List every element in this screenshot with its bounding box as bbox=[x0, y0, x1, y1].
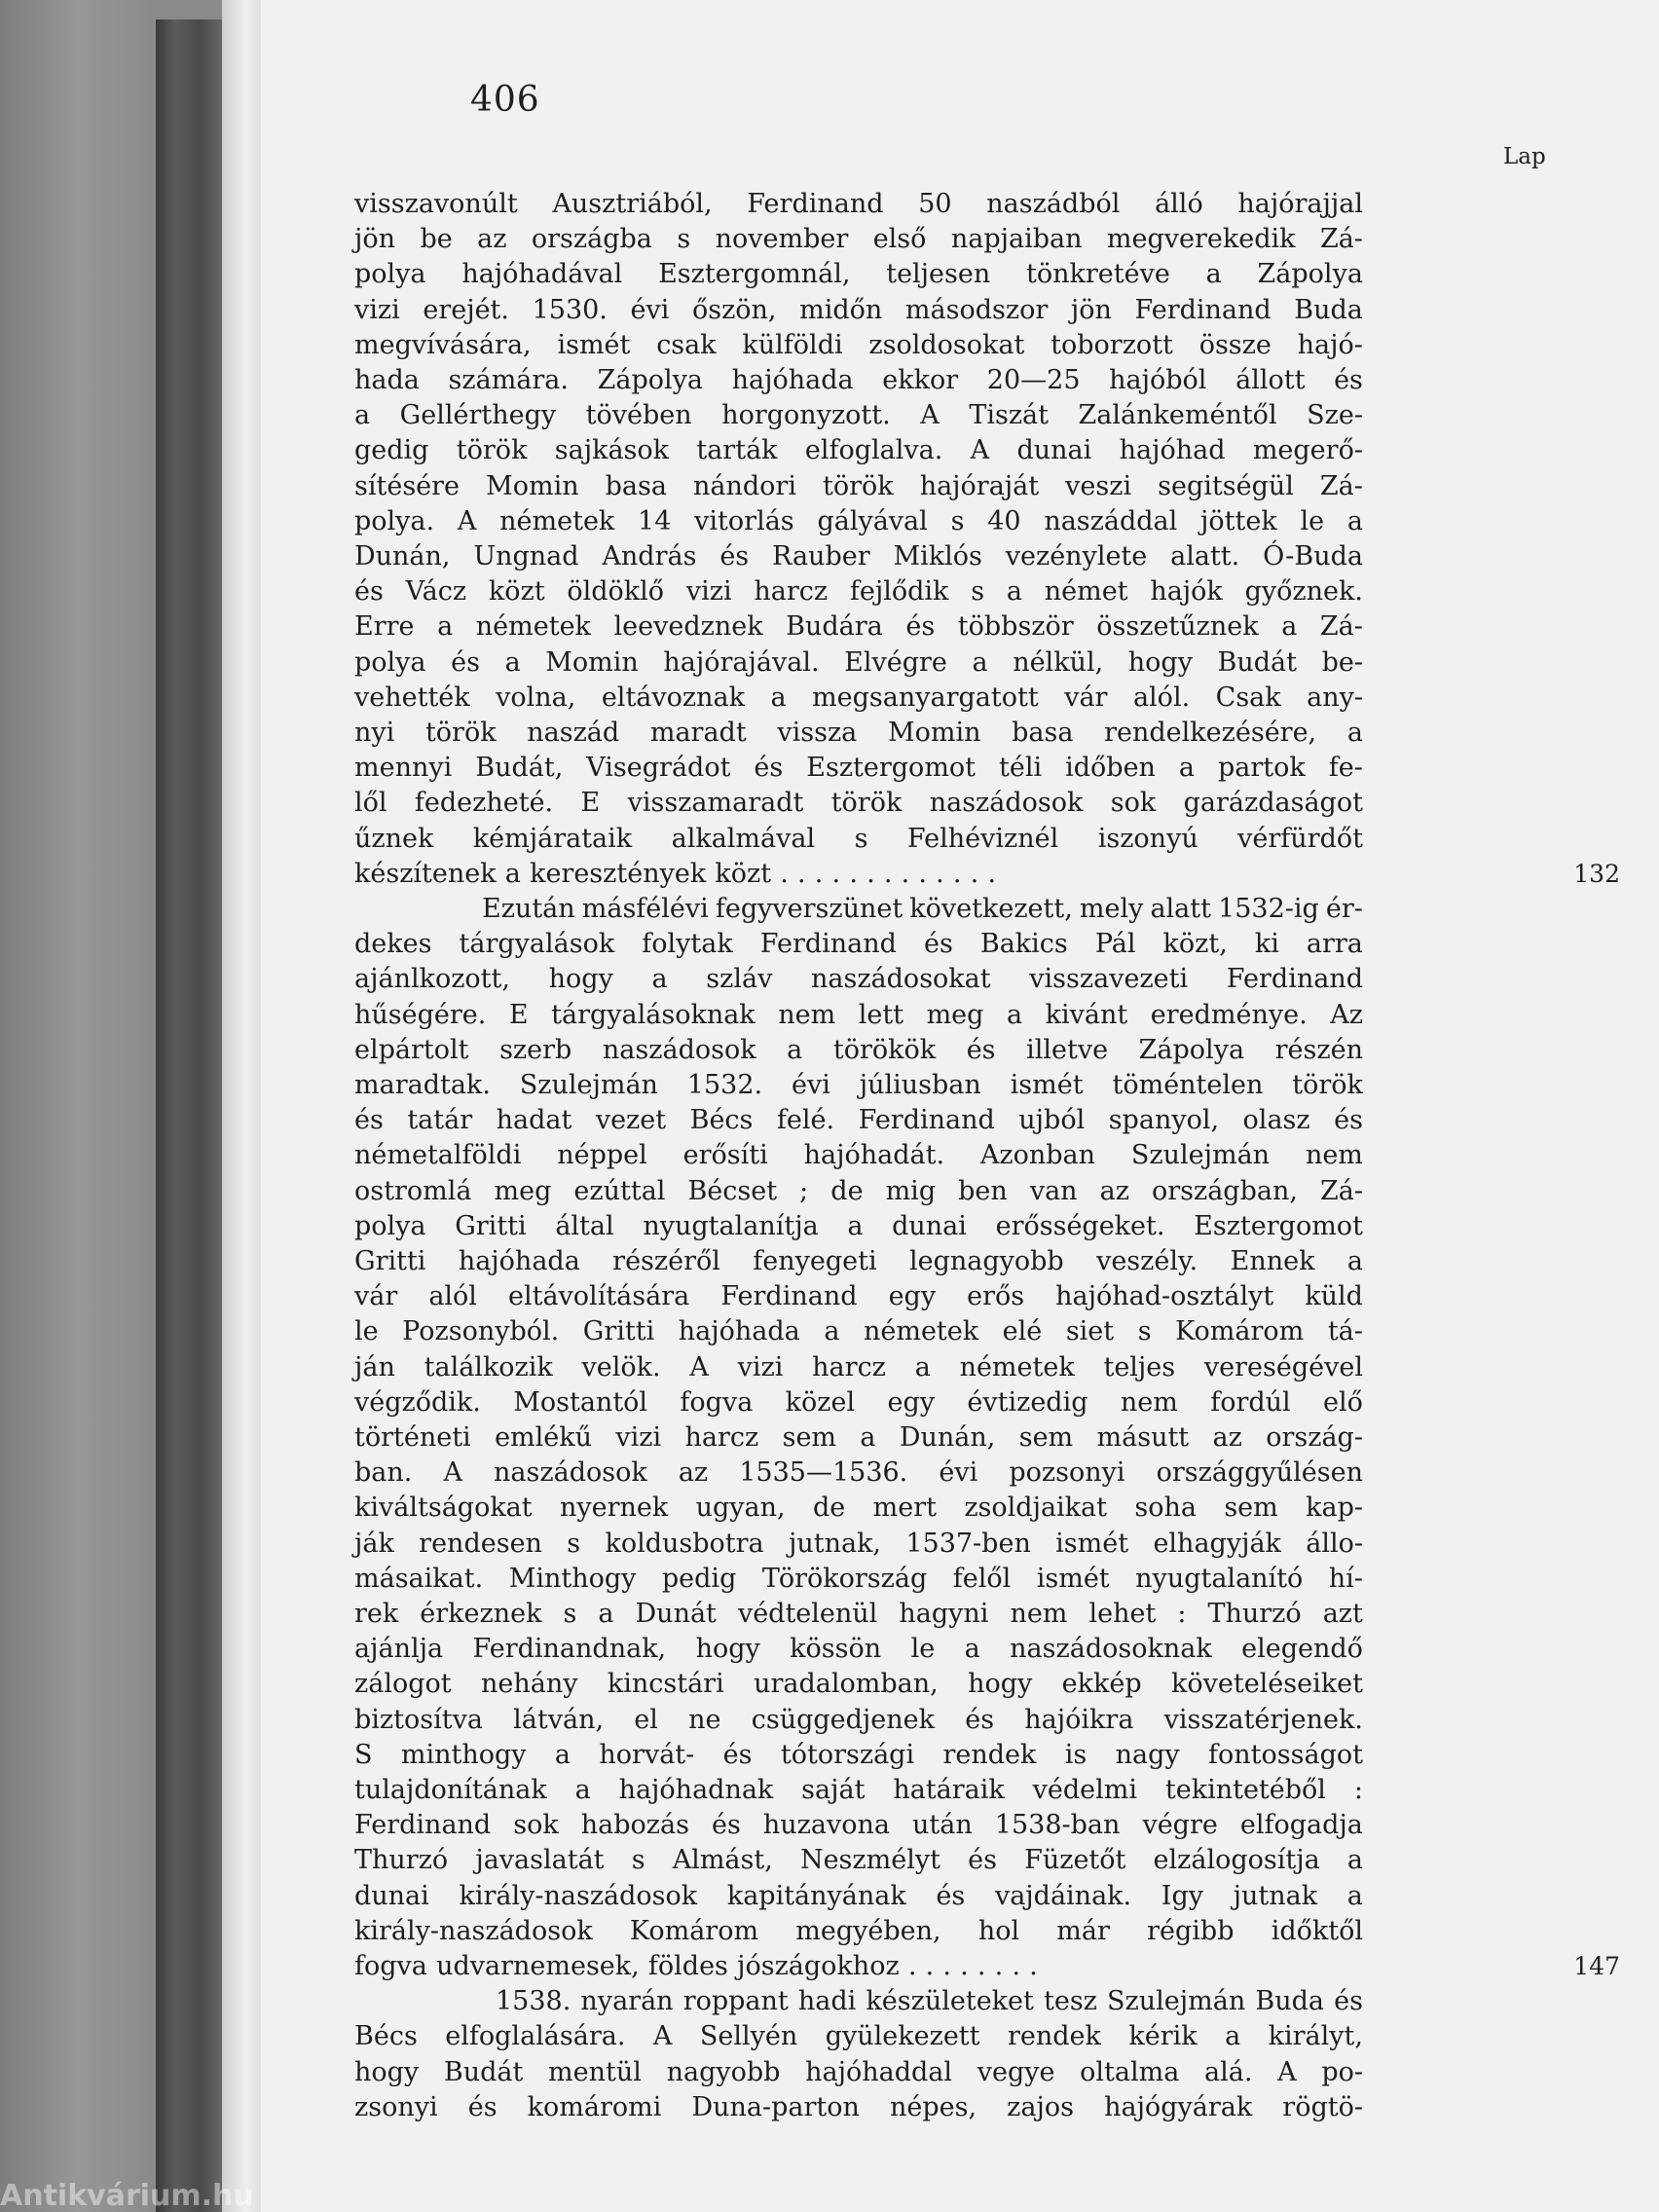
text-line-content: készítenek a keresztények közt . . . . . . . . . . . . . bbox=[354, 859, 997, 889]
text-line bbox=[261, 1138, 1659, 1173]
text-line bbox=[261, 1209, 1659, 1244]
text-line-content: németalföldi néppel erősíti hajóhadát. Azonban Szulejmán nem bbox=[354, 1140, 1363, 1170]
text-line bbox=[261, 433, 1659, 468]
text-line-content: és tatár hadat vezet Bécs felé. Ferdinand ujból spanyol, olasz és bbox=[354, 1105, 1363, 1135]
text-line-content: elpártolt szerb naszádosok a törökök és illetve Zápolya részén bbox=[354, 1035, 1363, 1065]
text-line-content: kiváltságokat nyernek ugyan, de mert zsoldjaikat soha sem kap- bbox=[354, 1493, 1363, 1523]
text-line-content: zálogot nehány kincstári uradalomban, hogy ekkép követeléseiket bbox=[354, 1669, 1363, 1699]
book-page bbox=[261, 0, 1659, 2212]
text-line-content: és Vácz közt öldöklő vizi harcz fejlődik s a német hajók győznek. bbox=[354, 576, 1363, 607]
text-line-content: biztosítva látván, el ne csüggedjenek és hajóikra visszatérjenek. bbox=[354, 1705, 1363, 1735]
text-line bbox=[261, 1279, 1659, 1314]
text-line-content: Ferdinand sok habozás és huzavona után 1538-ban végre elfogadja bbox=[354, 1810, 1363, 1840]
text-line bbox=[261, 786, 1659, 821]
text-line bbox=[261, 539, 1659, 574]
text-line bbox=[261, 2055, 1659, 2090]
text-line-content: polya Gritti által nyugtalanítja a dunai erősségeket. Esztergomot bbox=[354, 1211, 1363, 1241]
text-line bbox=[261, 1773, 1659, 1808]
text-line-content: S minthogy a horvát- és tótországi rendek is nagy fontosságot bbox=[354, 1740, 1363, 1770]
text-line-content: történeti emlékű vizi harcz sem a Dunán, sem másutt az ország- bbox=[354, 1422, 1363, 1453]
text-line-content: zsonyi és komáromi Duna-parton népes, zajos hajógyárak rögtö- bbox=[354, 2092, 1363, 2122]
text-line-content: ajánlkozott, hogy a szláv naszádosokat visszavezeti Ferdinand bbox=[354, 964, 1363, 994]
text-line bbox=[261, 1456, 1659, 1491]
text-line-content: fogva udvarnemesek, földes jószágokhoz . . . . . . . . bbox=[354, 1951, 1038, 1981]
text-line bbox=[261, 1420, 1659, 1456]
text-line bbox=[261, 328, 1659, 363]
text-line-content: hűségére. E tárgyalásoknak nem lett meg a kivánt eredménye. Az bbox=[354, 1000, 1363, 1030]
text-line bbox=[261, 187, 1659, 222]
text-line-content: visszavonúlt Ausztriából, Ferdinand 50 naszádból álló hajórajjal bbox=[354, 189, 1363, 219]
text-line bbox=[261, 1244, 1659, 1279]
text-line-content: tulajdonítának a hajóhadnak saját határaik védelmi tekintetéből : bbox=[354, 1775, 1363, 1805]
text-line-content: ján találkozik velök. A vizi harcz a németek teljes vereségével bbox=[354, 1352, 1363, 1382]
lap-page-reference: 147 bbox=[1573, 1952, 1620, 1980]
text-line bbox=[261, 1808, 1659, 1843]
text-line bbox=[261, 1314, 1659, 1349]
text-line-content: hogy Budát mentül nagyobb hajóhaddal vegye oltalma alá. A po- bbox=[354, 2057, 1363, 2087]
lap-page-reference: 132 bbox=[1573, 860, 1620, 888]
text-line bbox=[261, 1103, 1659, 1138]
text-line bbox=[261, 1068, 1659, 1103]
text-line-content: ostromlá meg ezúttal Bécset ; de mig ben van az országban, Zá- bbox=[354, 1176, 1363, 1206]
text-line-content: polya hajóhadával Esztergomnál, teljesen tönkretéve a Zápolya bbox=[354, 259, 1363, 289]
text-line-content: király-naszádosok Komárom megyében, hol már régibb időktől bbox=[354, 1916, 1363, 1946]
text-line-content: megvívására, ismét csak külföldi zsoldosokat toborzott össze hajó- bbox=[354, 330, 1363, 360]
text-line-content: űznek kémjárataik alkalmával s Felhéviznél iszonyú vérfürdőt bbox=[354, 824, 1363, 854]
text-line-content: jön be az országba s november első napjaiban megverekedik Zá- bbox=[354, 224, 1363, 254]
text-line-content: vehették volna, eltávoznak a megsanyargatott vár alól. Csak any- bbox=[354, 682, 1363, 713]
watermark-text: Antikvárium.hu bbox=[0, 2181, 254, 2212]
text-line bbox=[261, 2019, 1659, 2054]
text-line bbox=[261, 927, 1659, 962]
text-line bbox=[261, 363, 1659, 398]
text-line-content: Erre a németek leevedznek Budára és többször összetűznek a Zá- bbox=[354, 611, 1363, 642]
text-line-content: rek érkeznek s a Dunát védtelenül hagyni nem lehet : Thurzó azt bbox=[354, 1599, 1363, 1629]
text-line bbox=[261, 857, 1659, 892]
text-line-content: nyi török naszád maradt vissza Momin basa rendelkezésére, a bbox=[354, 718, 1363, 748]
text-line-content: vár alól eltávolítására Ferdinand egy erős hajóhad-osztályt küld bbox=[354, 1281, 1363, 1311]
text-line bbox=[261, 822, 1659, 857]
text-line-content: mennyi Budát, Visegrádot és Esztergomot téli időben a partok fe- bbox=[354, 753, 1363, 783]
text-line bbox=[261, 1879, 1659, 1914]
book-spine bbox=[156, 19, 224, 2212]
text-line bbox=[261, 222, 1659, 257]
text-line-content: Ezután másfélévi fegyverszünet következett, mely alatt 1532-ig ér- bbox=[482, 894, 1363, 924]
text-line bbox=[261, 398, 1659, 433]
text-line bbox=[261, 716, 1659, 751]
text-line bbox=[261, 1527, 1659, 1562]
text-line-content: maradtak. Szulejmán 1532. évi júliusban ismét töméntelen török bbox=[354, 1070, 1363, 1100]
text-line-content: másaikat. Minthogy pedig Törökország felől ismét nyugtalanító hí- bbox=[354, 1564, 1363, 1594]
text-line bbox=[261, 1385, 1659, 1420]
text-line-content: vizi erejét. 1530. évi őszön, midőn másodszor jön Ferdinand Buda bbox=[354, 295, 1363, 325]
text-line bbox=[261, 1350, 1659, 1385]
text-line-content: Thurzó javaslatát s Almást, Neszmélyt és Füzetőt elzálogosítja a bbox=[354, 1845, 1363, 1875]
text-line-content: végződik. Mostantól fogva közel egy évtizedig nem fordúl elő bbox=[354, 1387, 1363, 1418]
page-edge bbox=[222, 0, 263, 2212]
text-line bbox=[261, 1597, 1659, 1632]
text-line-content: 1538. nyarán roppant hadi készületeket tesz Szulejmán Buda és bbox=[496, 1986, 1363, 2016]
text-line bbox=[261, 2090, 1659, 2125]
text-line-content: Gritti hajóhada részéről fenyegeti legnagyobb veszély. Ennek a bbox=[354, 1246, 1363, 1276]
text-line-content: dekes tárgyalások folytak Ferdinand és Bakics Pál közt, ki arra bbox=[354, 929, 1363, 959]
lap-column-header: Lap bbox=[1503, 144, 1546, 169]
text-line-content: lől fedezheté. E visszamaradt török naszádosok sok garázdaságot bbox=[354, 788, 1363, 818]
text-line-content: gedig török sajkások tarták elfoglalva. A dunai hajóhad megerő- bbox=[354, 435, 1363, 465]
text-line-content: sítésére Momin basa nándori török hajóraját veszi segitségül Zá- bbox=[354, 471, 1363, 501]
text-line bbox=[261, 645, 1659, 681]
text-line bbox=[261, 504, 1659, 539]
text-line bbox=[261, 1843, 1659, 1878]
text-line-content: Bécs elfoglalására. A Sellyén gyülekezett rendek kérik a királyt, bbox=[354, 2021, 1363, 2051]
text-line bbox=[261, 1984, 1659, 2019]
text-line bbox=[261, 892, 1659, 927]
text-line bbox=[261, 609, 1659, 645]
text-line bbox=[261, 1738, 1659, 1773]
text-line bbox=[261, 257, 1659, 292]
text-line-content: polya és a Momin hajórajával. Elvégre a nélkül, hogy Budát be- bbox=[354, 647, 1363, 678]
text-line bbox=[261, 1632, 1659, 1667]
text-line bbox=[261, 998, 1659, 1033]
text-line-content: ajánlja Ferdinandnak, hogy kössön le a naszádosoknak elegendő bbox=[354, 1634, 1363, 1664]
text-line-content: a Gellérthegy tövében horgonyzott. A Tiszát Zalánkeméntől Sze- bbox=[354, 400, 1363, 430]
text-line bbox=[261, 1174, 1659, 1209]
page-number: 406 bbox=[470, 80, 540, 120]
text-line bbox=[261, 469, 1659, 504]
text-line-content: le Pozsonyból. Gritti hajóhada a németek elé siet s Komárom tá- bbox=[354, 1316, 1363, 1346]
text-line-content: ják rendesen s koldusbotra jutnak, 1537-ben ismét elhagyják állo- bbox=[354, 1529, 1363, 1559]
text-line bbox=[261, 962, 1659, 997]
text-line bbox=[261, 1033, 1659, 1068]
text-line-content: polya. A németek 14 vitorlás gályával s 40 naszáddal jöttek le a bbox=[354, 506, 1363, 536]
text-line-content: Dunán, Ungnad András és Rauber Miklós vezénylete alatt. Ó-Buda bbox=[354, 541, 1363, 571]
text-line bbox=[261, 1562, 1659, 1597]
text-line bbox=[261, 293, 1659, 328]
page-text bbox=[261, 0, 1659, 2212]
text-line bbox=[261, 1667, 1659, 1702]
text-line-content: dunai király-naszádosok kapitányának és vajdáinak. Igy jutnak a bbox=[354, 1881, 1363, 1911]
text-line bbox=[261, 751, 1659, 786]
text-line-content: ban. A naszádosok az 1535—1536. évi pozsonyi országgyűlésen bbox=[354, 1457, 1363, 1488]
text-line-content: hada számára. Zápolya hajóhada ekkor 20—25 hajóból állott és bbox=[354, 365, 1363, 395]
text-line bbox=[261, 574, 1659, 609]
text-line bbox=[261, 1703, 1659, 1738]
text-line bbox=[261, 1491, 1659, 1526]
text-line bbox=[261, 1949, 1659, 1984]
text-line bbox=[261, 1914, 1659, 1949]
text-line bbox=[261, 681, 1659, 716]
